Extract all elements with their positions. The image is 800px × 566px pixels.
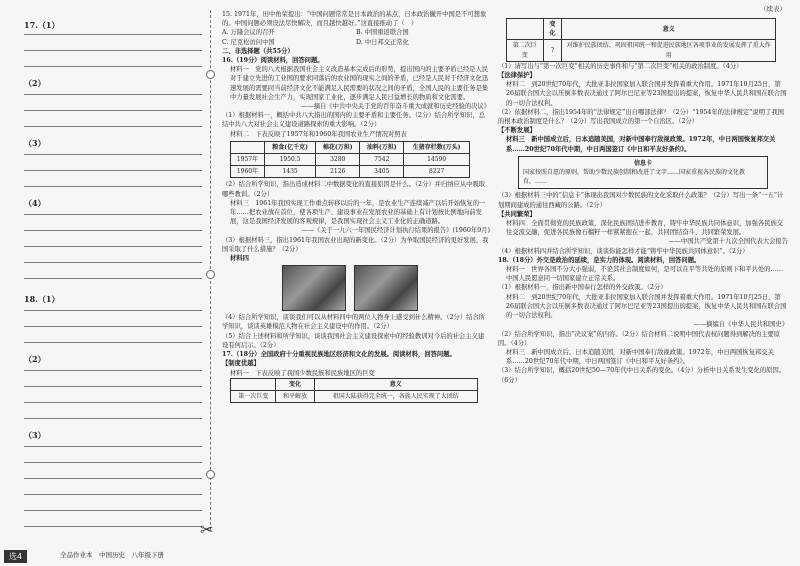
page-footer — [0, 542, 800, 566]
answer-line[interactable] — [24, 50, 202, 51]
table-header — [231, 378, 276, 390]
q16-heading: 16.（19分）阅读材料，回答问题。 — [222, 57, 324, 65]
answer-line[interactable] — [24, 154, 202, 155]
table-cell: 8227 — [404, 166, 470, 178]
answer-line[interactable] — [24, 386, 202, 387]
table-row — [231, 154, 470, 166]
q15-options — [222, 28, 490, 46]
continued-tag: （续表） — [760, 5, 786, 13]
table-header — [231, 141, 265, 153]
answer-line[interactable] — [24, 402, 202, 403]
q17-material-3: 材料三 新中国成立后，日本追随美国，对新中国奉行敌视政策。1972年，中日两国恢复邦交关系……20世纪70年代中期，中日两国签订《中日和平友好条约》。 — [506, 136, 776, 153]
table-cell: 和平解放 — [276, 390, 314, 402]
q15-option-b[interactable]: B. 中国重返联合国 — [356, 29, 409, 37]
table-cell: 7542 — [360, 154, 404, 166]
answer-line[interactable] — [24, 34, 202, 35]
q17-material-4: 材料四 全面贯彻党的民族政策，深化民族团结进步教育，铸牢中华民族共同体意识，加强各民族交往交流交融，促进各民族像石榴籽一样紧紧抱在一起，共同团结奋斗、共同繁荣发展。 — [506, 220, 784, 237]
table-cell: 3280 — [316, 154, 360, 166]
answer-line[interactable] — [24, 94, 202, 95]
answer-label-18-1: 18.（1） — [24, 294, 60, 304]
q17-question-1: （1）请写出与“第一次巨变”相关的历史事件和与“第二次巨变”相关的政治制度。（4分） — [498, 62, 743, 70]
q18-question-3: （3）结合所学知识，概括20世纪50—70年代中日关系的变化。（4分）分析中日关系发生变化的原因。（6分） — [498, 367, 786, 384]
table-header-row — [507, 19, 776, 40]
table-cell: 第二次巨变 — [507, 40, 544, 61]
q17-heading: 17.（18分）全国政府十分重视民族地区经济和文化的发展。阅读材料，回答问题。 — [222, 351, 456, 359]
table-cell: 3405 — [360, 166, 404, 178]
q18-material-1: 材料一 世界各国不分大小强弱，不论其社会制度如何，是可以在平等共处的原则下和平共处的……中国人民愿意同一切国家建立正常关系。 — [506, 266, 784, 283]
answer-line[interactable] — [24, 186, 202, 187]
answer-line[interactable] — [24, 170, 202, 171]
binding-hole — [206, 270, 215, 279]
footer-text: 全品作业本 中国历史 八年级下册 — [60, 551, 164, 559]
agri-table — [230, 141, 470, 179]
q15-option-c[interactable]: C. 尼克松访问中国 — [222, 38, 275, 46]
question-column-1 — [222, 10, 490, 403]
answer-line[interactable] — [24, 126, 202, 127]
table-row — [507, 40, 776, 61]
table-header: 变化 — [543, 19, 562, 40]
q18-material-2: 材料二 到20世纪70年代，大批亚非拉国家加入联合国并发挥着重大作用。1971年10月25日，第26届联合国大会以压倒多数表决通过了阿尔巴尼亚等23国提出的提案，恢复中华人民共和国在联合国的一切合法权利。 — [506, 293, 787, 320]
table-cell: 1957年 — [231, 154, 265, 166]
q16-material-1-source: ——摘自《中共中央关于党的百年奋斗重大成就和历史经验的决议》 — [301, 103, 490, 111]
q16-question-5: （5）结合上述材料和所学知识，谈谈我国社会主义建设探索中的经验教训对今后的社会主义建设有何启示。（2分） — [222, 332, 485, 349]
q16-question-2: （2）结合所学知识，指出造成材料二中数据变化的直接原因是什么。（2分）并归纳应从中吸取哪些教训。（2分） — [222, 181, 486, 198]
table-header: 棉花(万担) — [316, 141, 360, 153]
subsection-together: 【共同繁荣】 — [498, 210, 536, 218]
table-header: 变化 — [276, 378, 314, 390]
table-header-row — [231, 141, 470, 153]
answer-line[interactable] — [24, 246, 202, 247]
answer-label-17-3: （3） — [24, 138, 46, 148]
table-cell: 第一次巨变 — [231, 390, 276, 402]
answer-line[interactable] — [24, 510, 202, 511]
q16-question-4: （4）结合所学知识，谈谈我们可以从材料四中的两位人物身上感受到什么精神。（2分）结合所学知识，谈谈英雄模范人物在社会主义建设中的作用。（2分） — [222, 314, 486, 331]
table-header-row — [231, 378, 478, 390]
table-cell: 1960年 — [231, 166, 265, 178]
table-cell: 1950.5 — [264, 154, 315, 166]
answer-line[interactable] — [24, 342, 202, 343]
answer-line[interactable] — [24, 66, 202, 67]
table-header: 油料(万担) — [360, 141, 404, 153]
answer-line[interactable] — [24, 494, 202, 495]
photo-row — [222, 263, 490, 313]
subsection-law: 【法律保护】 — [498, 72, 536, 80]
q15-option-a[interactable]: A. 万隆会议的召开 — [222, 29, 275, 37]
q17-material-1: 材料一 下表反映了我国少数民族和民族地区的巨变 — [230, 369, 375, 377]
answer-line[interactable] — [24, 278, 202, 279]
table-cell: 2126 — [316, 166, 360, 178]
answer-label-17-1: 17.（1） — [24, 20, 60, 30]
q16-material-3-source: ——《关于一九六一年国民经济计划执行结果的报告》(1960年9月) — [301, 227, 490, 235]
answer-line[interactable] — [24, 526, 202, 527]
table-header: 意义 — [562, 19, 776, 40]
table-row — [231, 390, 478, 402]
q16-question-1: （1）根据材料一，概括中共八大指出的国内的主要矛盾和主要任务。（2分）结合所学知识，总结中共八大对社会主义建设道路探索的重大影响。（2分） — [222, 112, 486, 129]
q18-question-1: （1）根据材料一，指出新中国奉行怎样的外交政策。（2分） — [498, 284, 667, 292]
table-cell: 祖国大陆获得完全统一，各族人民实现了大团结 — [314, 390, 477, 402]
q18-question-2: （2）结合所学知识，指出“决议案”的内容。（2分）结合材料二说明中国代表权问题得到解决的主要原因。（4分） — [498, 330, 781, 347]
answer-line[interactable] — [24, 214, 202, 215]
subsection-dev: 【不断发展】 — [498, 127, 536, 135]
page-number-badge: 选4 — [4, 550, 27, 563]
section-heading: 二、非选择题（共55分） — [222, 47, 294, 55]
q16-question-3: （3）根据材料三，指出1961年我国农业出现的新变化。（2分）为争取国民经济的更好发展，我国采取了什么措施？（2分） — [222, 236, 489, 253]
table-header: 意义 — [314, 378, 477, 390]
table-cell: 对维护民族团结、巩固祖国统一和促进民族地区各项事业的发展发挥了重大作用 — [562, 40, 776, 61]
answer-line[interactable] — [24, 310, 202, 311]
q17-question-4: （4）根据材料四并结合所学知识，谈谈你能怎样才能“铸牢中华民族共同体意识”。（2分） — [498, 247, 749, 255]
change-table-2 — [506, 18, 776, 62]
answer-line[interactable] — [24, 370, 202, 371]
info-card-title: 信息卡 — [633, 159, 652, 167]
q18-material-2-source: ——摘编自《中华人民共和国史》 — [693, 321, 788, 329]
table-row — [231, 166, 470, 178]
question-column-2 — [498, 18, 788, 385]
q18-material-3: 材料三 新中国成立后，日本追随美国，对新中国奉行敌视政策。1972年，中日两国恢复邦交关系……20世纪70年代中期，中日两国签订《中日和平友好条约》。 — [506, 348, 774, 366]
q16-material-2: 材料二 下表反映了1957年和1960年我国农业生产情况对照表 — [230, 130, 407, 138]
q15-option-d[interactable]: D. 中日邦交正常化 — [356, 38, 409, 46]
change-table-1 — [230, 378, 478, 403]
q17-material-4-source: ——中国共产党第十九次全国代表大会报告 — [668, 238, 788, 246]
answer-line[interactable] — [24, 262, 202, 263]
answer-line[interactable] — [24, 326, 202, 327]
q16-material-4-label: 材料四 — [230, 255, 249, 263]
info-card-body: 国家按照自愿的原则，帮助少数民族创制和改进了文字……国家重视各民族的文化教育，…… — [523, 169, 746, 186]
answer-line[interactable] — [24, 110, 202, 111]
q18-heading: 18.（18分）外交是政治的延续，是实力的体现。阅读材料，回答问题。 — [498, 256, 701, 264]
table-cell: ? — [543, 40, 562, 61]
info-card — [518, 156, 768, 190]
binding-hole — [206, 470, 215, 479]
answer-column — [18, 14, 206, 534]
q15-stem: 15. 1971年，田中角荣提出：“中国问题常常是日本政治的基点，日本政治撇开中国是不可想象的。中国问题必须设法尽快解决，而且越快越好。”这直接推动了（ ） — [222, 11, 487, 28]
q16-material-3: 材料三 1961年我国实现工作重点转移以后的一年，是农业生产连续减产以后开始恢复的一年……把农业放在首位，使各项生产、建设事业在发展农业的基础上有计划按比例地向前发展，这是我国经济发展的客观规律，是我国实现社会主义工业化的正确道路。 — [230, 199, 486, 226]
answer-line[interactable] — [24, 446, 202, 447]
binding-hole — [206, 70, 215, 79]
q16-material-1: 材料一 党的八大根据我国社会主义改造基本完成后的形势，提出国内的主要矛盾已经是人民对于建立先进的工业国的要求同落后的农业国的现实之间的矛盾，已经是人民对于经济文化迅速发展的需要同当前经济文化不能满足人民需要的状况之间的矛盾，全国人民的主要任务是集中力量发展社会生产力，实现国家工业化，逐步满足人民日益增长的物质和文化需要。 — [230, 66, 489, 101]
answer-label-18-3: （3） — [24, 430, 46, 440]
q17-question-2: （2）依据材料二，指出1954年的“法律规定”出自哪部法律？（2分）“1954年的法律规定”说明了我国的根本政治制度是什么？（2分）写出我国成立的第一个自治区。（2分） — [498, 108, 784, 126]
table-header — [507, 19, 544, 40]
soldier-photo — [354, 265, 418, 311]
table-header: 生猪存栏数(万头) — [404, 141, 470, 153]
q17-material-2: 材料二 到20世纪70年代，大批亚非拉国家加入联合国并发挥着重大作用。1971年10月25日，第26届联合国大会以压倒多数表决通过了阿尔巴尼亚等23国提出的提案，恢复中华人民共和国在联合国的一切合法权利。 — [506, 81, 787, 107]
answer-line[interactable] — [24, 478, 202, 479]
scissors-icon: ✂ — [200, 520, 214, 539]
q17-question-3: （3）根据材料三中的“信息卡”体现出我国对少数民族的文化采取什么政策？（2分）写出一条“一五”计划期间建成的通往西藏的公路。（2分） — [498, 192, 784, 209]
answer-line[interactable] — [24, 418, 202, 419]
subsection-system: 【制度优越】 — [222, 360, 260, 368]
answer-label-17-2: （2） — [24, 78, 46, 88]
worker-photo — [282, 265, 346, 311]
answer-label-17-4: （4） — [24, 198, 46, 208]
table-cell: 14590 — [404, 154, 470, 166]
answer-label-18-2: （2） — [24, 354, 46, 364]
table-header: 粮食(亿千克) — [264, 141, 315, 153]
answer-line[interactable] — [24, 462, 202, 463]
table-cell: 1435 — [264, 166, 315, 178]
answer-line[interactable] — [24, 230, 202, 231]
